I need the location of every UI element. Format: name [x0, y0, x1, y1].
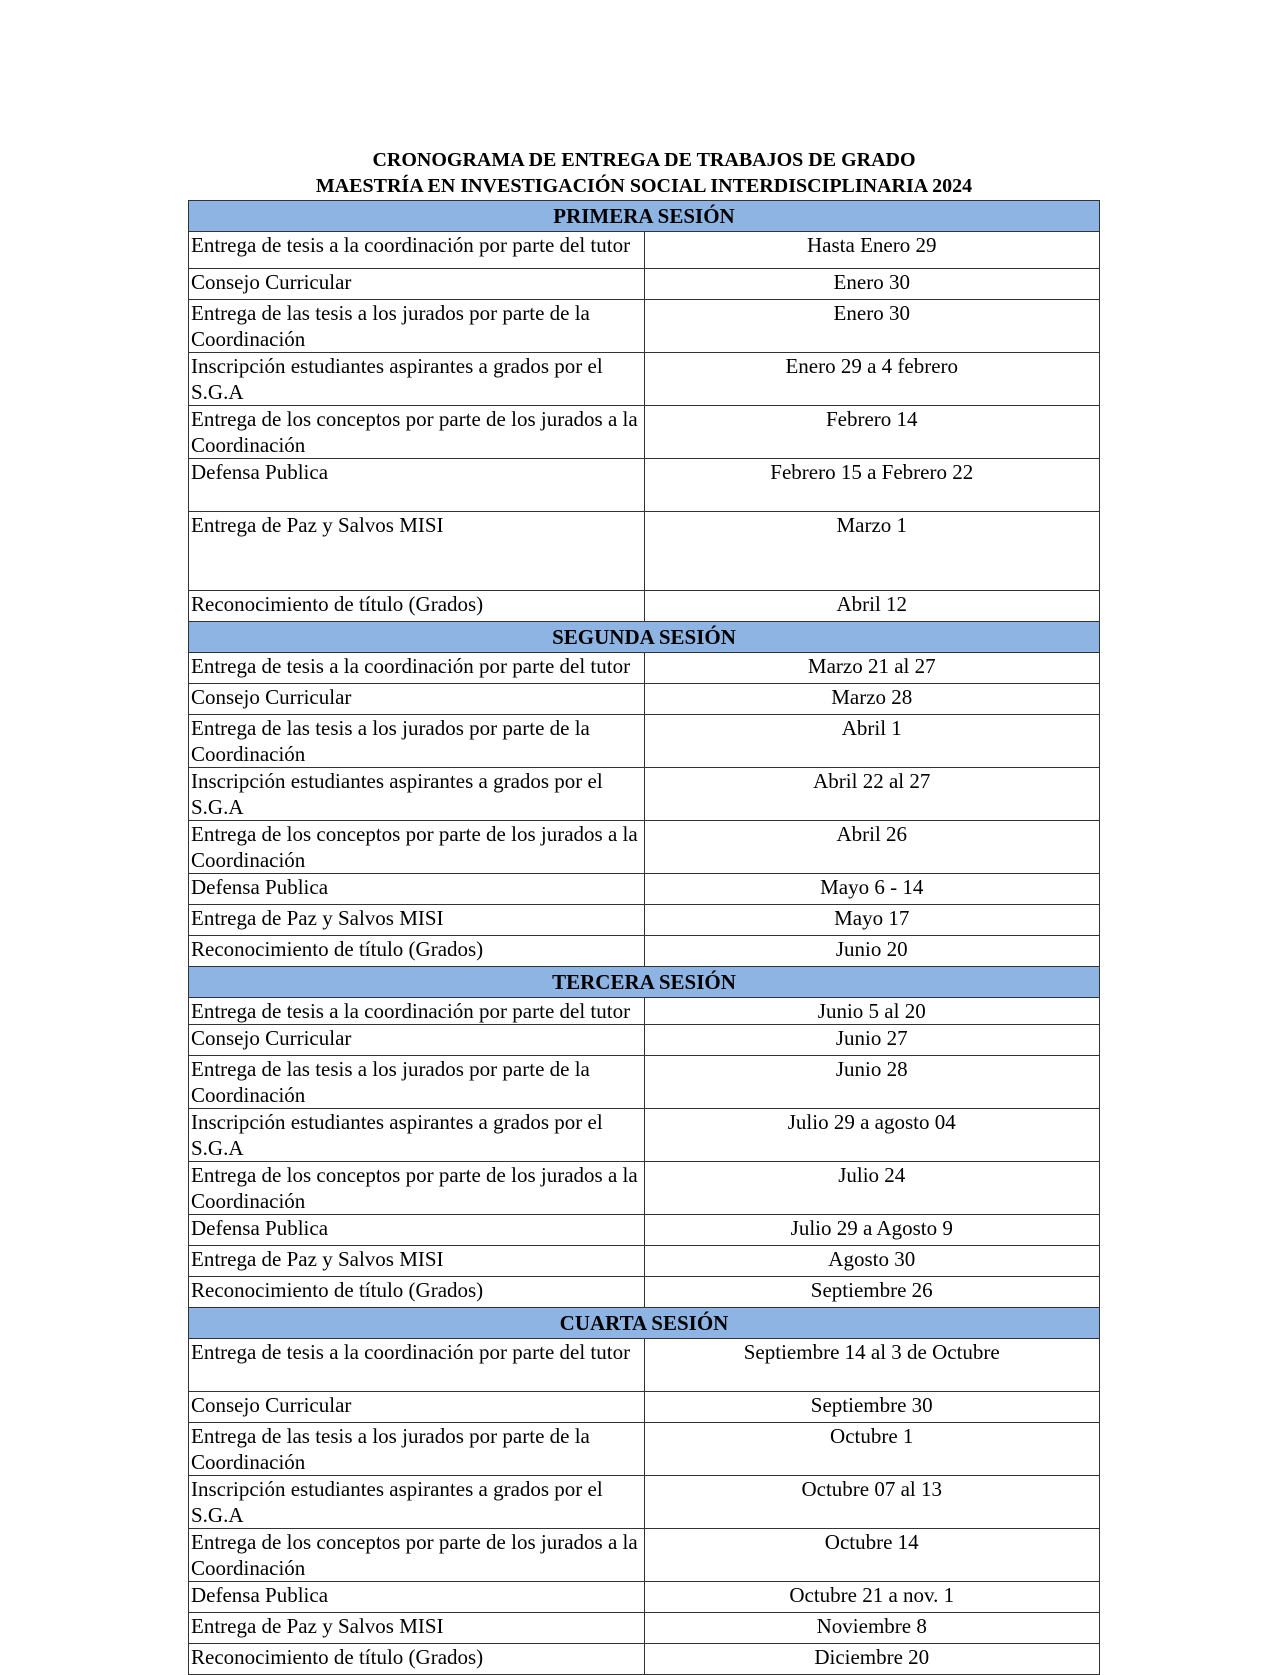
- activity-cell: Entrega de los conceptos por parte de los jurados a la Coordinación: [189, 1529, 645, 1582]
- date-cell: Junio 20: [644, 936, 1100, 967]
- activity-cell: Entrega de tesis a la coordinación por parte del tutor: [189, 1339, 645, 1392]
- date-cell: Abril 12: [644, 591, 1100, 622]
- table-row: [189, 768, 1100, 821]
- session-header: SEGUNDA SESIÓN: [189, 622, 1100, 653]
- activity-cell: Consejo Curricular: [189, 1025, 645, 1056]
- activity-cell: Entrega de Paz y Salvos MISI: [189, 1246, 645, 1277]
- table-row: [189, 653, 1100, 684]
- table-row: [189, 905, 1100, 936]
- date-cell: Enero 30: [644, 300, 1100, 353]
- document-subtitle: MAESTRÍA EN INVESTIGACIÓN SOCIAL INTERDISCIPLINARIA 2024: [315, 175, 973, 197]
- activity-cell: Inscripción estudiantes aspirantes a grados por el S.G.A: [189, 1109, 645, 1162]
- table-row: [189, 300, 1100, 353]
- activity-cell: Entrega de tesis a la coordinación por parte del tutor: [189, 232, 645, 269]
- session-header-row: [189, 622, 1100, 653]
- session-header: CUARTA SESIÓN: [189, 1308, 1100, 1339]
- date-cell: Marzo 1: [644, 512, 1100, 591]
- table-row: [189, 353, 1100, 406]
- table-row: [189, 1613, 1100, 1644]
- activity-cell: Entrega de las tesis a los jurados por parte de la Coordinación: [189, 715, 645, 768]
- date-cell: Julio 24: [644, 1162, 1100, 1215]
- date-cell: Enero 29 a 4 febrero: [644, 353, 1100, 406]
- activity-cell: Entrega de Paz y Salvos MISI: [189, 512, 645, 591]
- table-row: [189, 1056, 1100, 1109]
- date-cell: Septiembre 30: [644, 1392, 1100, 1423]
- date-cell: Mayo 17: [644, 905, 1100, 936]
- date-cell: Octubre 07 al 13: [644, 1476, 1100, 1529]
- date-cell: Abril 22 al 27: [644, 768, 1100, 821]
- activity-cell: Entrega de Paz y Salvos MISI: [189, 905, 645, 936]
- date-cell: Julio 29 a Agosto 9: [644, 1215, 1100, 1246]
- date-cell: Abril 1: [644, 715, 1100, 768]
- table-row: [189, 1392, 1100, 1423]
- table-row: [189, 1109, 1100, 1162]
- date-cell: Octubre 1: [644, 1423, 1100, 1476]
- table-row: [189, 591, 1100, 622]
- date-cell: Agosto 30: [644, 1246, 1100, 1277]
- activity-cell: Defensa Publica: [189, 1215, 645, 1246]
- table-row: [189, 1246, 1100, 1277]
- activity-cell: Reconocimiento de título (Grados): [189, 1277, 645, 1308]
- date-cell: Junio 5 al 20: [644, 998, 1100, 1025]
- table-row: [189, 936, 1100, 967]
- session-header-row: [189, 967, 1100, 998]
- date-cell: Junio 27: [644, 1025, 1100, 1056]
- table-row: [189, 1277, 1100, 1308]
- date-cell: Febrero 15 a Febrero 22: [644, 459, 1100, 512]
- table-row: [189, 1582, 1100, 1613]
- activity-cell: Entrega de las tesis a los jurados por parte de la Coordinación: [189, 300, 645, 353]
- activity-cell: Entrega de tesis a la coordinación por parte del tutor: [189, 998, 645, 1025]
- activity-cell: Entrega de los conceptos por parte de los jurados a la Coordinación: [189, 406, 645, 459]
- document-title: CRONOGRAMA DE ENTREGA DE TRABAJOS DE GRADO: [372, 149, 916, 171]
- date-cell: Julio 29 a agosto 04: [644, 1109, 1100, 1162]
- activity-cell: Entrega de los conceptos por parte de los jurados a la Coordinación: [189, 1162, 645, 1215]
- activity-cell: Consejo Curricular: [189, 269, 645, 300]
- date-cell: Noviembre 8: [644, 1613, 1100, 1644]
- date-cell: Octubre 21 a nov. 1: [644, 1582, 1100, 1613]
- activity-cell: Inscripción estudiantes aspirantes a grados por el S.G.A: [189, 1476, 645, 1529]
- activity-cell: Inscripción estudiantes aspirantes a grados por el S.G.A: [189, 353, 645, 406]
- activity-cell: Defensa Publica: [189, 874, 645, 905]
- table-row: [189, 459, 1100, 512]
- activity-cell: Defensa Publica: [189, 459, 645, 512]
- table-row: [189, 269, 1100, 300]
- activity-cell: Consejo Curricular: [189, 684, 645, 715]
- date-cell: Enero 30: [644, 269, 1100, 300]
- date-cell: Hasta Enero 29: [644, 232, 1100, 269]
- table-row: [189, 1025, 1100, 1056]
- table-row: [189, 1162, 1100, 1215]
- activity-cell: Reconocimiento de título (Grados): [189, 936, 645, 967]
- table-row: [189, 1476, 1100, 1529]
- session-header: TERCERA SESIÓN: [189, 967, 1100, 998]
- date-cell: Junio 28: [644, 1056, 1100, 1109]
- table-row: [189, 1339, 1100, 1392]
- activity-cell: Defensa Publica: [189, 1582, 645, 1613]
- table-row: [189, 1644, 1100, 1675]
- date-cell: Diciembre 20: [644, 1644, 1100, 1675]
- date-cell: Octubre 14: [644, 1529, 1100, 1582]
- activity-cell: Entrega de las tesis a los jurados por parte de la Coordinación: [189, 1423, 645, 1476]
- date-cell: Marzo 28: [644, 684, 1100, 715]
- session-header: PRIMERA SESIÓN: [189, 201, 1100, 232]
- date-cell: Febrero 14: [644, 406, 1100, 459]
- date-cell: Marzo 21 al 27: [644, 653, 1100, 684]
- activity-cell: Entrega de Paz y Salvos MISI: [189, 1613, 645, 1644]
- session-header-row: [189, 201, 1100, 232]
- activity-cell: Entrega de los conceptos por parte de los jurados a la Coordinación: [189, 821, 645, 874]
- activity-cell: Entrega de tesis a la coordinación por parte del tutor: [189, 653, 645, 684]
- table-row: [189, 1215, 1100, 1246]
- date-cell: Mayo 6 - 14: [644, 874, 1100, 905]
- date-cell: Abril 26: [644, 821, 1100, 874]
- date-cell: Septiembre 26: [644, 1277, 1100, 1308]
- session-header-row: [189, 1308, 1100, 1339]
- table-row: [189, 684, 1100, 715]
- table-row: [189, 874, 1100, 905]
- table-row: [189, 1529, 1100, 1582]
- table-row: [189, 715, 1100, 768]
- table-row: [189, 406, 1100, 459]
- activity-cell: Reconocimiento de título (Grados): [189, 591, 645, 622]
- table-row: [189, 821, 1100, 874]
- table-row: [189, 998, 1100, 1025]
- activity-cell: Consejo Curricular: [189, 1392, 645, 1423]
- activity-cell: Inscripción estudiantes aspirantes a grados por el S.G.A: [189, 768, 645, 821]
- activity-cell: Reconocimiento de título (Grados): [189, 1644, 645, 1675]
- activity-cell: Entrega de las tesis a los jurados por parte de la Coordinación: [189, 1056, 645, 1109]
- table-row: [189, 232, 1100, 269]
- schedule-table: [188, 200, 1100, 1675]
- table-row: [189, 512, 1100, 591]
- table-row: [189, 1423, 1100, 1476]
- date-cell: Septiembre 14 al 3 de Octubre: [644, 1339, 1100, 1392]
